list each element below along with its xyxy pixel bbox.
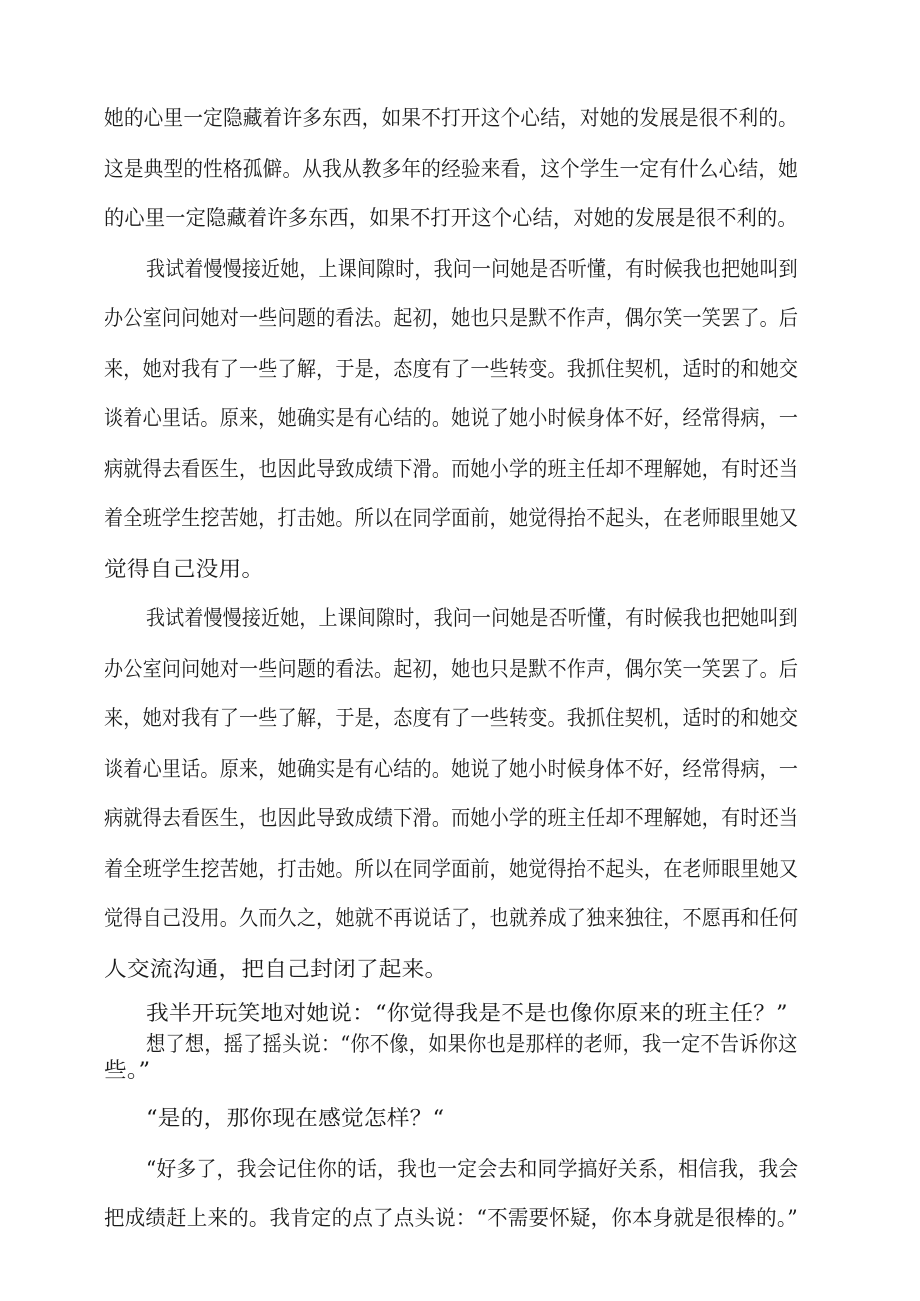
text-line: “是的，那你现在感觉怎样？“	[146, 1106, 445, 1130]
text-line: 谈着心里话。原来，她确实是有心结的。她说了她小时候身体不好，经常得病，一	[104, 406, 799, 430]
text-line: 谈着心里话。原来，她确实是有心结的。她说了她小时候身体不好，经常得病，一	[104, 757, 799, 781]
text-line: 人交流沟通，把自己封闭了起来。	[104, 957, 448, 981]
text-line: 些。”	[104, 1058, 151, 1082]
text-line: 病就得去看医生，也因此导致成绩下滑。而她小学的班主任却不理解她，有时还当	[104, 457, 799, 481]
text-line: 病就得去看医生，也因此导致成绩下滑。而她小学的班主任却不理解她，有时还当	[104, 806, 799, 830]
text-line: 把成绩赶上来的。我肯定的点了点头说：“不需要怀疑，你本身就是很棒的。”	[104, 1206, 798, 1230]
text-line: 来，她对我有了一些了解，于是，态度有了一些转变。我抓住契机，适时的和她交	[104, 357, 799, 381]
text-line: 觉得自己没用。	[104, 557, 265, 581]
text-line: 办公室问问她对一些问题的看法。起初，她也只是默不作声，偶尔笑一笑罢了。后	[104, 657, 799, 681]
text-line: 着全班学生挖苦她，打击她。所以在同学面前，她觉得抬不起头，在老师眼里她又	[104, 506, 799, 530]
text-line: 着全班学生挖苦她，打击她。所以在同学面前，她觉得抬不起头，在老师眼里她又	[104, 857, 799, 881]
text-line: 我试着慢慢接近她，上课间隙时，我问一问她是否听懂，有时候我也把她叫到	[146, 606, 798, 630]
text-line: 这是典型的性格孤僻。从我从教多年的经验来看，这个学生一定有什么心结，她	[104, 157, 798, 181]
text-line: 她的心里一定隐藏着许多东西，如果不打开这个心结，对她的发展是很不利的。	[104, 106, 798, 130]
text-line: 办公室问问她对一些问题的看法。起初，她也只是默不作声，偶尔笑一笑罢了。后	[104, 306, 799, 330]
text-line: 的心里一定隐藏着许多东西，如果不打开这个心结，对她的发展是很不利的。	[104, 206, 798, 230]
text-line: 想了想，摇了摇头说：“你不像，如果你也是那样的老师，我一定不告诉你这	[146, 1032, 798, 1056]
text-line: 我半开玩笑地对她说：“你觉得我是不是也像你原来的班主任？”	[146, 1001, 788, 1025]
text-line: 我试着慢慢接近她，上课间隙时，我问一问她是否听懂，有时候我也把她叫到	[146, 257, 798, 281]
text-line: 觉得自己没用。久而久之，她就不再说话了，也就养成了独来独往，不愿再和任何	[104, 906, 799, 930]
text-line: “好多了，我会记住你的话，我也一定会去和同学搞好关系，相信我，我会	[146, 1157, 799, 1181]
text-line: 来，她对我有了一些了解，于是，态度有了一些转变。我抓住契机，适时的和她交	[104, 706, 799, 730]
